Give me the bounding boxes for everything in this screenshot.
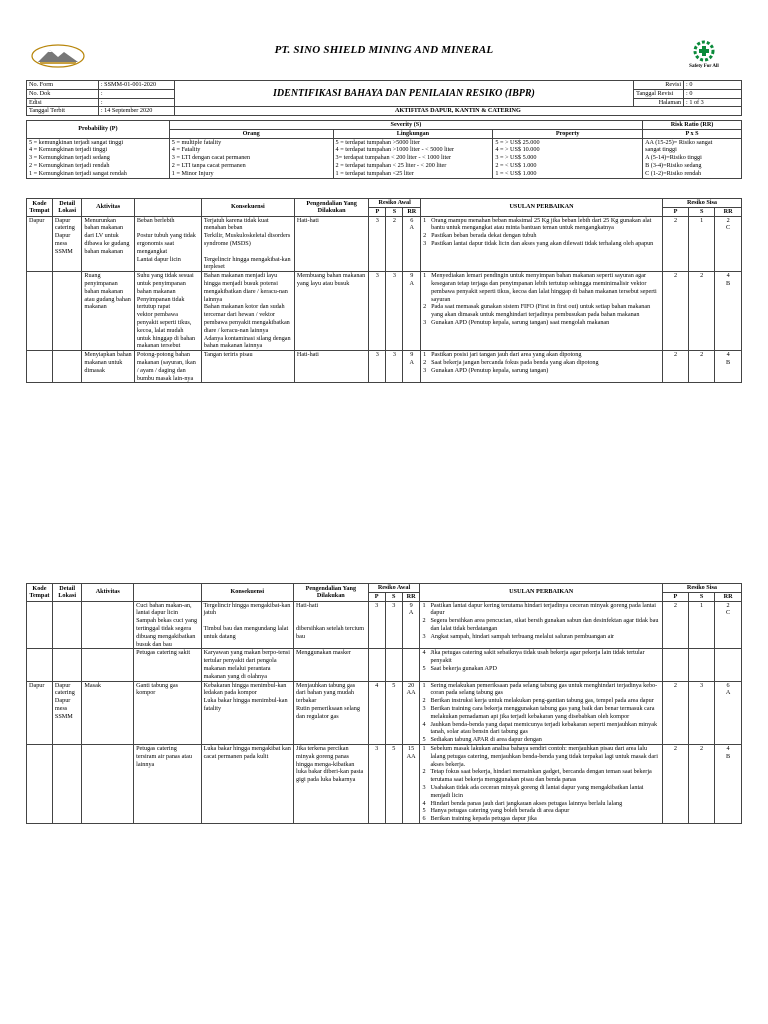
table-row — [27, 649, 742, 681]
usulan-item: 3 Gunakan APD (Penutup kepala, sarung tangan) saat mengolah makanan — [423, 318, 610, 326]
col-rr: RR — [402, 592, 420, 601]
usulan-text: Hindari benda panas jauh dari jangkauan akses petugas lainnya berlalu lalang — [430, 799, 623, 807]
rr-cell — [402, 601, 420, 649]
severity-lingkungan-header: Lingkungan — [333, 129, 493, 138]
rr-cell-class: AA — [406, 689, 416, 697]
edisi-value: : — [98, 98, 174, 107]
sisa-s-cell — [689, 272, 715, 351]
safety-label: Safety For All — [689, 64, 719, 69]
p-cell-value: 3 — [375, 272, 379, 280]
p-cell — [369, 272, 386, 351]
konsekuensi-cell: Tergelincir hingga mengakibat-kan jatuh Timbul bau dan mengundang lalat untuk datang — [201, 601, 293, 649]
severity-lingkungan-list — [333, 138, 493, 178]
col-rr: RR — [403, 207, 421, 216]
konsekuensi-cell: Luka bakar hingga mengakibat kan cacat permanen pada kulit — [201, 744, 293, 823]
sisa-p-cell — [662, 272, 688, 351]
col-sisa-rr: RR — [715, 207, 742, 216]
sisa-p-cell — [662, 649, 688, 681]
col-detail-lokasi: Detail Lokasi — [52, 584, 82, 602]
usulan-text: Pastikan lantai dapur tidak licin dan akses yang akan dilewati tidak terhalang oleh apapun — [431, 239, 654, 247]
col-s: S — [386, 207, 403, 216]
risk-matrix-legend — [26, 120, 742, 179]
sisa-rr-cell-class: C — [726, 609, 731, 617]
s-cell — [385, 601, 402, 649]
usulan-item: 2 Pada saat memasak gunakan sistem FIFO (First in first out) untuk setiap bahan makanan yang akan dimasak untuk menghindari terjadinya pembusukan pada bahan makanan — [423, 303, 660, 319]
rr-cell-value: 6 — [410, 216, 414, 224]
document-title: IDENTIFIKASI BAHAYA DAN PENILAIAN RESIKO (IBPR) — [174, 81, 633, 107]
no-form-label: No. Form — [27, 81, 99, 90]
usulan-item: 2 Berikan instruksi kerja untuk melakukan peng-gantian tabung gas, tempel pada area dapur — [422, 697, 654, 705]
usulan-item: 2 Pastikan beban berada dekat dengan tubuh — [423, 232, 537, 240]
bahaya-cell: Petugas catering sakit — [134, 649, 201, 681]
usulan-cell — [420, 649, 662, 681]
sisa-rr-cell-value: 6 — [726, 681, 730, 689]
legend-line: AA (15-25)= Risiko sangat — [645, 138, 713, 146]
detail-lokasi-cell: Dapur catering Dapur mess SSMM — [52, 681, 82, 744]
legend-line: 2 = Kemungkinan terjadi rendah — [29, 161, 110, 169]
usulan-item: 6 Berikan training kepada petugas dapur jika — [422, 815, 537, 823]
usulan-cell — [420, 681, 662, 744]
legend-line: 1 = < US$ 1.000 — [495, 169, 537, 177]
legend-line: 1 = Kemungkinan terjadi sangat rendah — [29, 169, 127, 177]
col-resiko-awal: Resiko Awal — [368, 584, 420, 593]
usulan-text: Jika petugas catering sakit sebaiknya tidak usah bekerja agar pekerja lain tidak tertular penyakit — [430, 649, 645, 665]
usulan-item: 2 Saat bekerja jangan bercanda fokus pada benda yang akan dipotong — [423, 358, 599, 366]
col-resiko-awal: Resiko Awal — [369, 199, 421, 208]
p-cell — [368, 601, 385, 649]
col-aktivitas: Aktivitas — [82, 584, 134, 602]
legend-line: 4 = > US$ 10.000 — [495, 146, 540, 154]
detail-lokasi-cell — [52, 744, 82, 823]
severity-property-header: Property — [493, 129, 643, 138]
usulan-item: 1 Orang mampu menahan beban maksimal 25 Kg jika beban lebih dari 25 Kg gunakan alat bantu untuk mengangkat atau minta bantuan teman untuk mengangkatnya — [423, 217, 660, 233]
p-cell — [368, 681, 385, 744]
rr-cell-class: AA — [406, 752, 416, 760]
sisa-s-cell-value: 1 — [700, 216, 704, 224]
legend-line: B (3-4)=Risiko sedang — [645, 161, 702, 169]
aktivitas-cell: Menyiapkan bahan makanan untuk dimasak — [82, 351, 134, 383]
rr-cell-class: A — [408, 609, 414, 617]
usulan-text: Gunakan APD (Penutup kepala, sarung tangan) saat mengolah makanan — [431, 318, 610, 326]
s-cell-value: 2 — [392, 216, 396, 224]
sisa-p-cell — [662, 216, 688, 272]
s-cell — [386, 351, 403, 383]
usulan-cell — [420, 744, 662, 823]
usulan-text: Angkat sampah, hindari sampah terbuang melalui saluran pembuangan air — [430, 632, 615, 640]
usulan-item: 3 Gunakan APD (Penutup kepala, sarung tangan) — [423, 366, 549, 374]
s-cell — [386, 216, 403, 272]
col-detail-lokasi: Detail Lokasi — [52, 199, 82, 217]
usulan-text: Pastikan lantai dapur kering terutama hindari terjadinya ceceran minyak goreng pada lantai dapur — [430, 601, 657, 617]
usulan-item: 3 Angkat sampah, hindari sampah terbuang melalui saluran pembuangan air — [422, 632, 615, 640]
legend-line: 4 = terdapat tumpahan >1000 liter - < 5000 liter — [335, 146, 455, 154]
col-aktivitas: Aktivitas — [82, 199, 134, 217]
detail-lokasi-cell — [52, 601, 82, 649]
col-bahaya — [134, 199, 201, 217]
usulan-text: Saat bekerja jangan bercanda fokus pada benda yang akan dipotong — [431, 358, 599, 366]
usulan-item: 4 Jika petugas catering sakit sebaiknya tidak usah bekerja agar pekerja lain tidak tertular penyakit — [422, 649, 659, 665]
usulan-item: 3 Berikan training cara bekerja menggunakan tabung gas yang baik dan benar termasuk cara melakukan pemadaman api jika terjadi kebakaran yang disebabkan oleh kompor — [422, 705, 659, 721]
konsekuensi-cell: Bahan makanan menjadi layu hingga menjadi busuk potensi mengakibatkan diare / keracu-nan lainnya Bahan makanan kotor dan sudah tercemar dari hewan / vektor pembawa penyakit mengakibatkan diare / keracu-nan lainnya Adanya kontaminasi silang dengan bahan makanan lainnya — [201, 272, 294, 351]
p-cell — [369, 351, 386, 383]
col-usulan-perbaikan: USULAN PERBAIKAN — [421, 199, 663, 217]
usulan-text: Pada saat memasak gunakan sistem FIFO (First in first out) untuk setiap bahan makanan yang akan dimasak untuk menghindari terjadinya pembusukan pada bahan makanan — [431, 303, 651, 319]
col-p: P — [368, 592, 385, 601]
sisa-s-cell — [689, 681, 715, 744]
detail-lokasi-cell — [52, 649, 82, 681]
sisa-s-cell-value: 2 — [700, 744, 704, 752]
s-cell-value: 5 — [392, 681, 396, 689]
s-cell — [385, 681, 402, 744]
rr-cell-value: 9 — [409, 601, 413, 609]
usulan-item: 2 Segera bersihkan area pencucian, sikat bersih gunakan sabun dan desinfektan agar tidak bau dan lalat tidak berdatangan — [422, 617, 659, 632]
usulan-item: 3 Usahakan tidak ada ceceran minyak goreng di lantai dapur yang mengakibatkan lantai menjadi licin — [422, 784, 659, 800]
risk-ratio-formula: P x S — [643, 129, 742, 138]
kode-tempat-cell: Dapur — [27, 681, 53, 744]
revisi-label: Revisi — [634, 81, 684, 90]
table-row — [27, 351, 742, 383]
document-header-table — [26, 80, 742, 116]
sisa-rr-cell-value: 4 — [726, 272, 730, 280]
sisa-s-cell — [689, 649, 715, 681]
aktivitas-cell: Menurunkan bahan makanan dari LV untuk dibawa ke gudang bahan makanan — [82, 216, 134, 272]
revisi-value: : 0 — [684, 81, 742, 90]
p-cell-value: 3 — [375, 744, 379, 752]
severity-orang-header: Orang — [169, 129, 333, 138]
bahaya-cell: Cuci bahan makan-an, lantai dapur licin Sampah bekas cuci yang tertinggal tidak segera dibuang mengakibatkan busuk dan bau — [134, 601, 201, 649]
usulan-text: Berikan training kepada petugas dapur jika — [430, 815, 537, 823]
legend-line: 4 = Fatality — [171, 146, 201, 154]
usulan-item: 4 Jauhkan benda-benda yang dapat memicunya terjadi kebakaran seperti menjauhkan minyak tanah, solar atau bensin dari tabung gas — [422, 721, 659, 737]
sisa-p-cell — [662, 351, 688, 383]
sisa-rr-cell — [715, 272, 742, 351]
rr-cell — [402, 681, 420, 744]
usulan-text: Gunakan APD (Penutup kepala, sarung tangan) — [431, 366, 549, 374]
sisa-s-cell-value: 2 — [700, 351, 704, 359]
tanggal-revisi-value: : 0 — [684, 89, 742, 98]
table-row — [27, 744, 742, 823]
usulan-item: 5 Saat bekerja gunakan APD — [422, 664, 497, 672]
legend-line: 3 = LTI dengan cacat permanen — [171, 154, 251, 162]
legend-line: 2 = terdapat tumpahan < 25 liter - < 200 liter — [335, 161, 447, 169]
sisa-rr-cell-class: B — [726, 358, 731, 366]
bahaya-cell: Beban berlebih Postur tubuh yang tidak ergonomis saat mengangkat Lantai dapur licin — [134, 216, 201, 272]
col-sisa-p: P — [662, 207, 688, 216]
usulan-text: Sediakan tabung APAR di area dapur dengan — [430, 736, 542, 744]
usulan-text: Jauhkan benda-benda yang dapat memicunya terjadi kebakaran seperti menjauhkan minyak tanah, solar atau bensin dari tabung gas — [430, 720, 658, 736]
legend-line: 5 = terdapat tumpahan >5000 liter — [335, 138, 421, 146]
gear-cross-icon — [693, 40, 715, 62]
usulan-item: 1 Sering melakukan pemeriksaan pada selang tabung gas untuk menghindari terjadinya kebo-coran pada selang tabung gas — [422, 682, 659, 698]
legend-line: 5 = kemungkinan terjadi sangat tinggi — [29, 138, 124, 146]
aktivitas-cell: Ruang penyimpanan bahan makanan atau gudang bahan makanan — [82, 272, 134, 351]
no-dok-label: No. Dok — [27, 89, 99, 98]
bahaya-cell: Petugas catering tersiram air panas atau lainnya — [134, 744, 201, 823]
sisa-rr-cell-value: 4 — [726, 351, 730, 359]
usulan-cell — [421, 216, 663, 272]
usulan-item: 1 Menyediakan lemari pendingin untuk menyimpan bahan makanan seperti sayuran agar kesegaran tetap terjaga dan penyimpanan lebih tertutup sehingga meminimalisir vektor pembawa penyakit seperti tikus, kecoa dan lalat hinggap di bahan makanan tersebut seperti sayuran — [423, 272, 660, 303]
usulan-text: Tetap fokus saat bekerja, hindari memainkan gadget, bercanda dengan teman saat bekerja terutama saat bekerja menggunakan pisau dan benda panas — [430, 768, 652, 784]
p-cell-value: 3 — [375, 351, 379, 359]
usulan-text: Berikan training cara bekerja menggunakan tabung gas yang baik dan benar termasuk cara melakukan pemadaman api jika terjadi kebakaran yang disebabkan oleh kompor — [430, 704, 655, 720]
kode-tempat-cell — [27, 601, 53, 649]
sisa-rr-cell-class: B — [726, 279, 731, 287]
sisa-s-cell-value: 3 — [700, 681, 704, 689]
rr-cell-class: A — [409, 279, 415, 287]
sisa-rr-cell — [715, 351, 742, 383]
rr-cell-class: A — [409, 224, 415, 232]
tanggal-revisi-label: Tanggal Revisi — [634, 89, 684, 98]
aktivitas-cell — [82, 601, 134, 649]
aktivitas-cell — [82, 744, 134, 823]
legend-line: A (5-14)=Risiko tinggi — [645, 154, 702, 162]
col-p: P — [369, 207, 386, 216]
col-sisa-rr: RR — [715, 592, 742, 601]
pengendalian-cell: Hati-hati dibersihkan setelah tercium bau — [294, 601, 369, 649]
col-sisa-p: P — [662, 592, 688, 601]
sisa-p-cell — [662, 681, 688, 744]
pengendalian-cell: Hati-hati — [294, 351, 368, 383]
kode-tempat-cell: Dapur — [27, 216, 53, 272]
sisa-p-cell-value: 2 — [673, 681, 677, 689]
sisa-rr-cell — [715, 649, 742, 681]
sisa-rr-cell — [715, 601, 742, 649]
legend-line: 3 = > US$ 5.000 — [495, 154, 537, 162]
legend-line: 3 = Kemungkinan terjadi sedang — [29, 154, 110, 162]
sisa-p-cell-value: 2 — [674, 351, 678, 359]
usulan-item: 1 Sebelum masak lakukan analisa bahaya sendiri contoh: menjauhkan pisau dari area lalu lalang petugas catering, menjauhkan benda-benda yang tidak terpakai lagi untuk masak dari akses bekerja. — [422, 744, 658, 768]
table-row — [27, 216, 742, 272]
usulan-item: 3 Pastikan lantai dapur tidak licin dan akses yang akan dilewati tidak terhalang oleh apapun — [423, 239, 654, 247]
rr-cell — [402, 744, 420, 823]
sisa-s-cell — [689, 601, 715, 649]
detail-lokasi-cell: Dapur catering Dapur mess SSMM — [52, 216, 82, 272]
s-cell-value: 3 — [392, 601, 396, 609]
probability-header: Probability (P) — [27, 121, 170, 139]
pengendalian-cell: Menjauhkan tabung gas dari bahan yang mudah terbakar Rutin pemeriksaan selang dan regulator gas — [294, 681, 369, 744]
severity-property-list — [493, 138, 643, 178]
col-sisa-s: S — [689, 592, 715, 601]
sisa-s-cell-value: 2 — [700, 272, 704, 280]
aktivitas-cell — [82, 649, 134, 681]
bahaya-cell: Ganti tabung gas kompor — [134, 681, 201, 744]
usulan-cell — [420, 601, 662, 649]
konsekuensi-cell: Tangan teriris pisau — [201, 351, 294, 383]
sisa-rr-cell-class: A — [725, 689, 731, 697]
col-resiko-sisa: Resiko Sisa — [662, 199, 741, 208]
p-cell — [368, 649, 385, 681]
rr-cell-value: 9 — [410, 272, 414, 280]
col-usulan-perbaikan: USULAN PERBAIKAN — [420, 584, 662, 602]
usulan-text: Pastikan posisi jari tangan jauh dari area yang akan dipotong — [431, 351, 582, 359]
sisa-s-cell — [689, 216, 715, 272]
usulan-text: Segera bersihkan area pencucian, sikat bersih gunakan sabun dan desinfektan agar tidak bau dan lalat tidak berdatangan — [430, 617, 659, 632]
usulan-cell — [421, 351, 663, 383]
usulan-item: 2 Tetap fokus saat bekerja, hindari memainkan gadget, bercanda dengan teman saat bekerja terutama saat bekerja menggunakan pisau dan benda panas — [422, 768, 659, 784]
detail-lokasi-cell — [52, 272, 82, 351]
sisa-rr-cell-value: 4 — [726, 744, 730, 752]
usulan-text: Sering melakukan pemeriksaan pada selang tabung gas untuk menghindari terjadinya kebo-coran pada selang tabung gas — [430, 681, 658, 697]
pengendalian-cell: Hati-hati — [294, 216, 368, 272]
usulan-item: 5 Hanya petugas catering yang boleh berada di area dapur — [422, 807, 570, 815]
s-cell — [385, 744, 402, 823]
sisa-p-cell-value: 2 — [673, 744, 677, 752]
legend-line: 1 = Minor Injury — [171, 169, 214, 177]
kode-tempat-cell — [27, 744, 53, 823]
rr-cell — [402, 649, 420, 681]
p-cell — [369, 216, 386, 272]
s-cell — [385, 649, 402, 681]
company-name: PT. SINO SHIELD MINING AND MINERAL — [274, 44, 494, 56]
rr-cell — [403, 272, 421, 351]
sisa-p-cell — [662, 601, 688, 649]
bahaya-cell: Potong-potong bahan makanan (sayuran, ikan / ayam / daging dan bumbu masak lain-nya — [134, 351, 201, 383]
risk-ratio-header: Risk Ratio (RR) — [643, 121, 742, 130]
legend-line: 4 = Kemungkinan terjadi tinggi — [29, 146, 108, 154]
usulan-text: Orang mampu menahan beban maksimal 25 Kg jika beban lebih dari 25 Kg gunakan alat bantu untuk mengangkat atau minta bantuan teman untuk mengangkatnya — [431, 216, 652, 232]
usulan-text: Saat bekerja gunakan APD — [430, 664, 497, 672]
sisa-rr-cell-class: C — [726, 224, 731, 232]
s-cell-value: 5 — [392, 744, 396, 752]
usulan-item: 4 Hindari benda panas jauh dari jangkauan akses petugas lainnya berlalu lalang — [422, 799, 623, 807]
kode-tempat-cell — [27, 649, 53, 681]
pengendalian-cell: Membuang bahan makanan yang layu atau busuk — [294, 272, 368, 351]
s-cell-value: 3 — [392, 272, 396, 280]
col-s: S — [385, 592, 402, 601]
sisa-p-cell — [662, 744, 688, 823]
rr-cell — [403, 351, 421, 383]
pengendalian-cell: Jika terkena percikan minyak goreng panas hingga menga-kibatkan luka bakar diberi-kan pasta gigi pada luka bakarnya — [294, 744, 369, 823]
detail-lokasi-cell — [52, 351, 82, 383]
table-row — [27, 601, 742, 649]
sisa-rr-cell-value: 2 — [726, 601, 730, 609]
usulan-text: Berikan instruksi kerja untuk melakukan peng-gantian tabung gas, tempel pada area dapur — [430, 697, 654, 705]
usulan-text: Menyediakan lemari pendingin untuk menyimpan bahan makanan seperti sayuran agar kesegaran tetap terjaga dan penyimpanan lebih tertutup sehingga meminimalisir vektor pembawa penyakit seperti tikus, kecoa dan lalat hinggap di bahan makanan tersebut seperti sayuran — [431, 272, 657, 303]
col-pengendalian: Pengendalian Yang Dilakukan — [294, 199, 368, 217]
sisa-s-cell-value: 1 — [700, 601, 704, 609]
sisa-rr-cell-class: B — [726, 752, 731, 760]
usulan-text: Sebelum masak lakukan analisa bahaya sendiri contoh: menjauhkan pisau dari area lalu lalang petugas catering, menjauhkan benda-benda yang tidak terpakai lagi untuk masak dari akses bekerja. — [430, 744, 658, 768]
legend-line: 5 = > US$ 25.000 — [495, 138, 540, 146]
legend-line: C (1-2)=Risiko rendah — [645, 169, 702, 177]
usulan-item: 1 Pastikan lantai dapur kering terutama hindari terjadinya ceceran minyak goreng pada lantai dapur — [422, 602, 659, 618]
p-cell-value: 4 — [375, 681, 379, 689]
rr-cell-class: A — [409, 358, 415, 366]
severity-header: Severity (S) — [169, 121, 642, 130]
usulan-item: 1 Pastikan posisi jari tangan jauh dari area yang akan dipotong — [423, 351, 582, 359]
konsekuensi-cell: Terjatuh karena tidak kuat menahan beban Terkilir, Muskuloskeletal disorders syndrome (MSDS) Tergelincir hingga mengakibat-kan terpleset — [201, 216, 294, 272]
severity-orang-list — [169, 138, 333, 178]
legend-line: 2 = LTI tanpa cacat permanen — [171, 161, 246, 169]
table-row — [27, 681, 742, 744]
sisa-rr-cell — [715, 216, 742, 272]
usulan-item: 5 Sediakan tabung APAR di area dapur dengan — [422, 736, 542, 744]
edisi-label: Edisi — [27, 98, 99, 107]
activity-subtitle: AKTIFITAS DAPUR, KANTIN & CATERING — [174, 107, 741, 116]
sisa-p-cell-value: 2 — [673, 601, 677, 609]
legend-line: 2 = < US$ 1.000 — [495, 161, 537, 169]
kode-tempat-cell — [27, 351, 53, 383]
tanggal-terbit-label: Tanggal Terbit — [27, 107, 99, 116]
col-kode-tempat: Kode Tempat — [27, 584, 53, 602]
aktivitas-cell: Masak — [82, 681, 134, 744]
rr-cell-value: 20 — [408, 681, 415, 689]
safety-logo — [684, 40, 724, 70]
usulan-cell — [421, 272, 663, 351]
kode-tempat-cell — [27, 272, 53, 351]
tanggal-terbit-value: : 14 September 2020 — [98, 107, 174, 116]
hazard-table-1 — [26, 198, 742, 383]
s-cell-value: 3 — [392, 351, 396, 359]
sisa-rr-cell — [715, 681, 742, 744]
pengendalian-cell: Menggunakan masker — [294, 649, 369, 681]
no-form-value: : SSMM-01-001-2020 — [98, 81, 174, 90]
sisa-p-cell-value: 2 — [674, 216, 678, 224]
sisa-s-cell — [689, 351, 715, 383]
usulan-text: Hanya petugas catering yang boleh berada di area dapur — [430, 807, 570, 815]
probability-list — [27, 138, 170, 178]
legend-line: 5 = multiple fatality — [171, 138, 222, 146]
risk-ratio-list — [643, 138, 742, 178]
hazard-table-2 — [26, 583, 742, 824]
rr-cell-value: 15 — [408, 744, 415, 752]
p-cell — [368, 744, 385, 823]
konsekuensi-cell: Kebakaran hingga menimbul-kan ledakan pada kompor Luka bakar hingga menimbul-kan fatality — [201, 681, 293, 744]
rr-cell — [403, 216, 421, 272]
col-kode-tempat: Kode Tempat — [27, 199, 53, 217]
p-cell-value: 3 — [375, 216, 379, 224]
sisa-s-cell — [689, 744, 715, 823]
legend-line: sangat tinggi — [645, 146, 677, 154]
sisa-rr-cell-value: 2 — [726, 216, 730, 224]
col-konsekuensi: Konsekuensi — [201, 199, 294, 217]
usulan-text: Pastikan beban berada dekat dengan tubuh — [431, 232, 537, 240]
col-resiko-sisa: Resiko Sisa — [662, 584, 741, 593]
table-row — [27, 272, 742, 351]
sisa-rr-cell — [715, 744, 742, 823]
col-sisa-s: S — [689, 207, 715, 216]
col-konsekuensi: Konsekuensi — [201, 584, 293, 602]
col-bahaya — [134, 584, 201, 602]
legend-line: 1 = terdapat tumpahan <25 liter — [335, 169, 414, 177]
p-cell-value: 3 — [375, 601, 379, 609]
konsekuensi-cell: Karyawan yang makan berpo-tensi tertular penyakit dari pengola makanan melalui perantara makanan yang di olahnya — [201, 649, 293, 681]
rr-cell-value: 9 — [410, 351, 414, 359]
bahaya-cell: Suhu yang tidak sesuai untuk penyimpanan bahan makanan Penyimpanan tidak tertutup rapat vektor pembawa penyakit seperti tikus, kecoa, lalat mudah untuk hinggap di bahan makanan tersebut — [134, 272, 201, 351]
col-pengendalian: Pengendalian Yang Dilakukan — [294, 584, 369, 602]
legend-line: 3= terdapat tumpahan < 200 liter - < 1000 liter — [335, 154, 452, 162]
usulan-text: Usahakan tidak ada ceceran minyak goreng di lantai dapur yang mengakibatkan lantai menjadi licin — [430, 783, 644, 799]
no-dok-value: : — [98, 89, 174, 98]
halaman-label: Halaman — [634, 98, 684, 107]
halaman-value: : 1 of 3 — [684, 98, 742, 107]
sisa-p-cell-value: 2 — [674, 272, 678, 280]
s-cell — [386, 272, 403, 351]
